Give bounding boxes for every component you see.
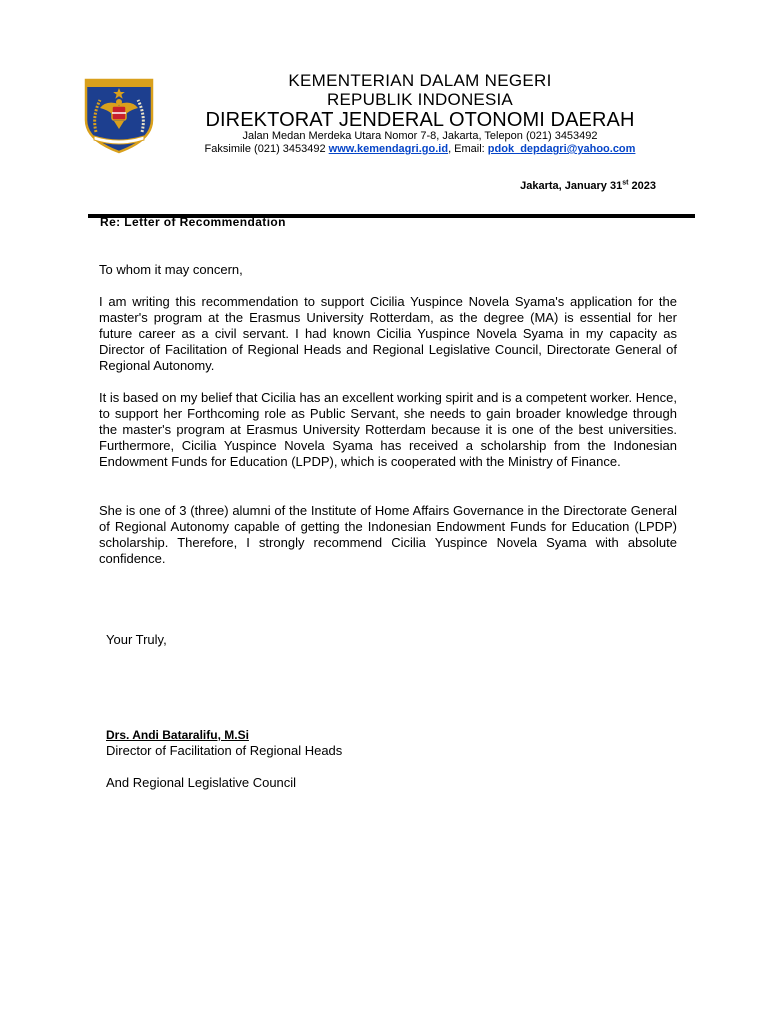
signatory-name: Drs. Andi Bataralifu, M.Si [106,728,249,742]
date-year: 2023 [628,180,656,192]
letter-subject: Re: Letter of Recommendation [100,215,286,229]
letter-date [480,180,656,192]
email-link[interactable]: pdok_depdagri@yahoo.com [487,143,636,155]
directorate-name: DIREKTORAT JENDERAL OTONOMI DAERAH [205,109,635,131]
signatory-title-continued: And Regional Legislative Council [106,775,297,790]
body-paragraph-3: She is one of 3 (three) alumni of the Institute of Home Affairs Governance in the Directorate General of Regional Autonomy capable of getting the Indonesian Endowment Funds for Education (LPDP) scholarship. Therefore, I strongly recommend Cicilia Yuspince Novela Syama with absolute confidence. [99,503,677,566]
date-prefix: Jakarta, January 31 [520,180,623,192]
date-suffix: st [622,179,629,187]
salutation: To whom it may concern, [99,262,243,277]
garuda-emblem-icon [80,74,158,154]
closing: Your Truly, [106,632,167,647]
contact-line [160,143,680,155]
office-address: Jalan Medan Merdeka Utara Nomor 7-8, Jakarta, Telepon (021) 3453492 [242,130,598,142]
body-paragraph-2: It is based on my belief that Cicilia has an excellent working spirit and is a competent worker. Hence, to support her Forthcoming role as Public Servant, she needs to gain broader knowledge through the master's program at Erasmus University Rotterdam because it is one of the best universities. Furthermore, Cicilia Yuspince Novela Syama has received a scholarship from the Indonesian Endowment Funds for Education (LPDP), which is cooperated with the Ministry of Finance. [99,390,677,469]
signatory-title: Director of Facilitation of Regional Heads [106,743,343,758]
fax-number: Faksimile (021) 3453492 [204,143,329,155]
republic-name: REPUBLIK INDONESIA [327,90,513,109]
website-link[interactable]: www.kemendagri.go.id [328,143,449,155]
body-paragraph-1: I am writing this recommendation to support Cicilia Yuspince Novela Syama's application for the master's program at the Erasmus University Rotterdam, as the degree (MA) is essential for her future career as a civil servant. I had known Cicilia Yuspince Novela Syama in my capacity as Director of Facilitation of Regional Heads and Regional Legislative Council, Directorate General of Regional Autonomy. [99,294,677,373]
ministry-name: KEMENTERIAN DALAM NEGERI [288,71,552,90]
email-label: , Email: [448,143,488,155]
